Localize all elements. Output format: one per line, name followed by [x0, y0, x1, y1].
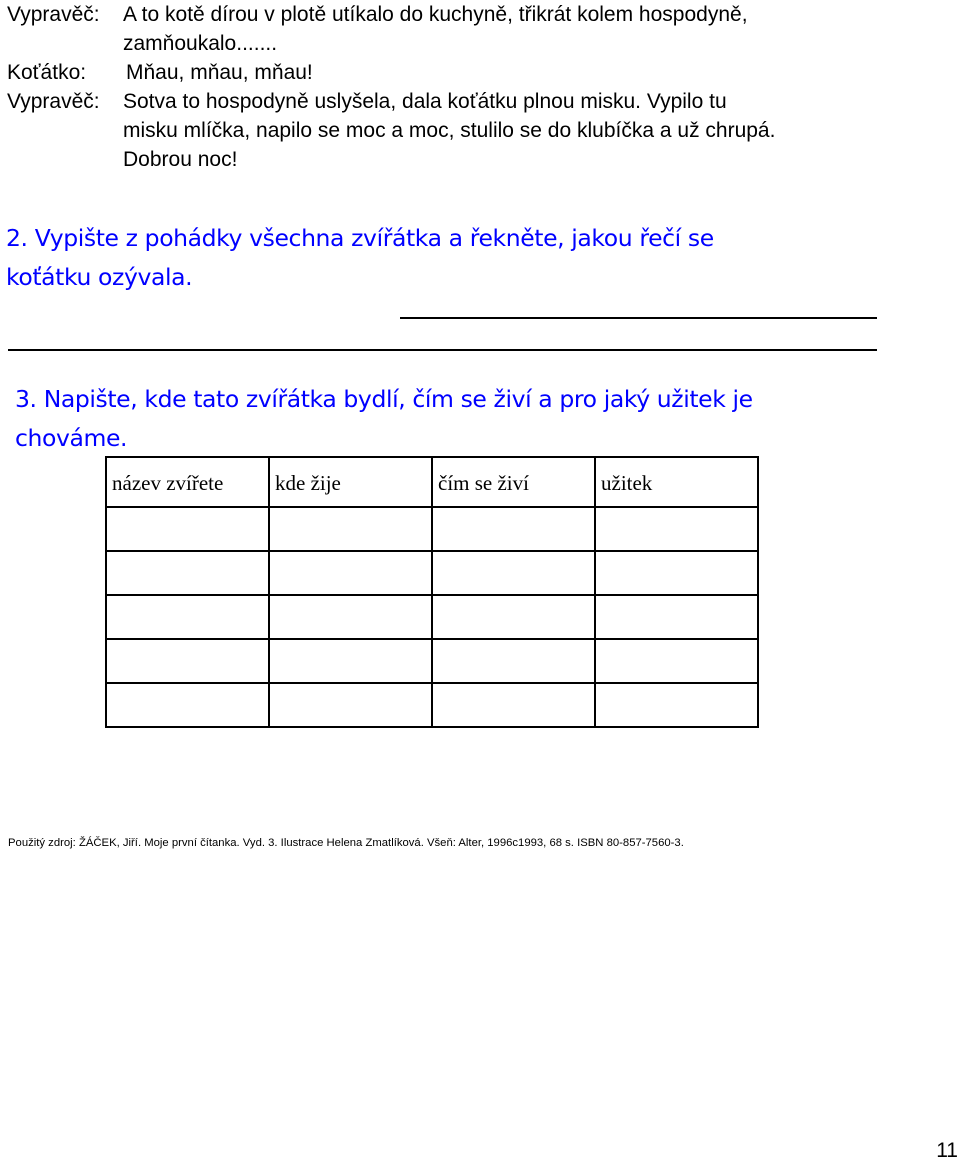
table-cell[interactable] [432, 551, 595, 595]
speech-text: Sotva to hospodyně uslyšela, dala koťátku plnou misku. Vypilo tu [123, 90, 727, 113]
source-citation: Použitý zdroj: ŽÁČEK, Jiří. Moje první čítanka. Vyd. 3. Ilustrace Helena Zmatlíková. Všeň: Alter, 1996c1993, 68 s. ISBN 80-857-7560-3. [8, 837, 684, 849]
table-cell[interactable] [432, 507, 595, 551]
table-cell[interactable] [269, 683, 432, 727]
column-header-habitat: kde žije [269, 457, 432, 507]
table-row [106, 551, 758, 595]
speaker-label: Vypravěč: [7, 90, 100, 113]
table-cell[interactable] [432, 639, 595, 683]
table-cell[interactable] [595, 639, 758, 683]
speech-text: A to kotě dírou v plotě utíkalo do kuchyně, třikrát kolem hospodyně, [123, 3, 748, 26]
speaker-label: Vypravěč: [7, 3, 100, 26]
task-2-line-1: 2. Vypište z pohádky všechna zvířátka a řekněte, jakou řečí se [6, 224, 714, 252]
answer-line[interactable] [400, 317, 877, 319]
table-cell[interactable] [595, 595, 758, 639]
table-cell[interactable] [269, 507, 432, 551]
table-cell[interactable] [595, 683, 758, 727]
column-header-use: užitek [595, 457, 758, 507]
table-cell[interactable] [432, 683, 595, 727]
column-header-food: čím se živí [432, 457, 595, 507]
speech-text: misku mlíčka, napilo se moc a moc, stulilo se do klubíčka a už chrupá. [123, 119, 776, 142]
task-2-line-2: koťátku ozývala. [6, 263, 193, 291]
table-cell[interactable] [106, 551, 269, 595]
table-cell[interactable] [269, 639, 432, 683]
table-cell[interactable] [269, 595, 432, 639]
table-cell[interactable] [106, 595, 269, 639]
table-cell[interactable] [595, 507, 758, 551]
table-header-row [106, 457, 758, 507]
task-3-line-2: chováme. [15, 424, 128, 452]
animal-table [105, 456, 759, 728]
table-row [106, 683, 758, 727]
table-cell[interactable] [595, 551, 758, 595]
table-cell[interactable] [432, 595, 595, 639]
table-cell[interactable] [106, 507, 269, 551]
table-cell[interactable] [106, 639, 269, 683]
table-row [106, 507, 758, 551]
speech-text: zamňoukalo....... [123, 32, 278, 55]
speaker-label: Koťátko: [7, 61, 87, 84]
speech-text: Dobrou noc! [123, 148, 238, 171]
table-row [106, 639, 758, 683]
page-number: 11 [936, 1139, 958, 1162]
table-row [106, 595, 758, 639]
table-cell[interactable] [269, 551, 432, 595]
column-header-animal-name: název zvířete [106, 457, 269, 507]
speech-text: Mňau, mňau, mňau! [126, 61, 313, 84]
table-cell[interactable] [106, 683, 269, 727]
answer-line[interactable] [8, 349, 877, 351]
task-3-line-1: 3. Napište, kde tato zvířátka bydlí, čím se živí a pro jaký užitek je [15, 385, 753, 413]
